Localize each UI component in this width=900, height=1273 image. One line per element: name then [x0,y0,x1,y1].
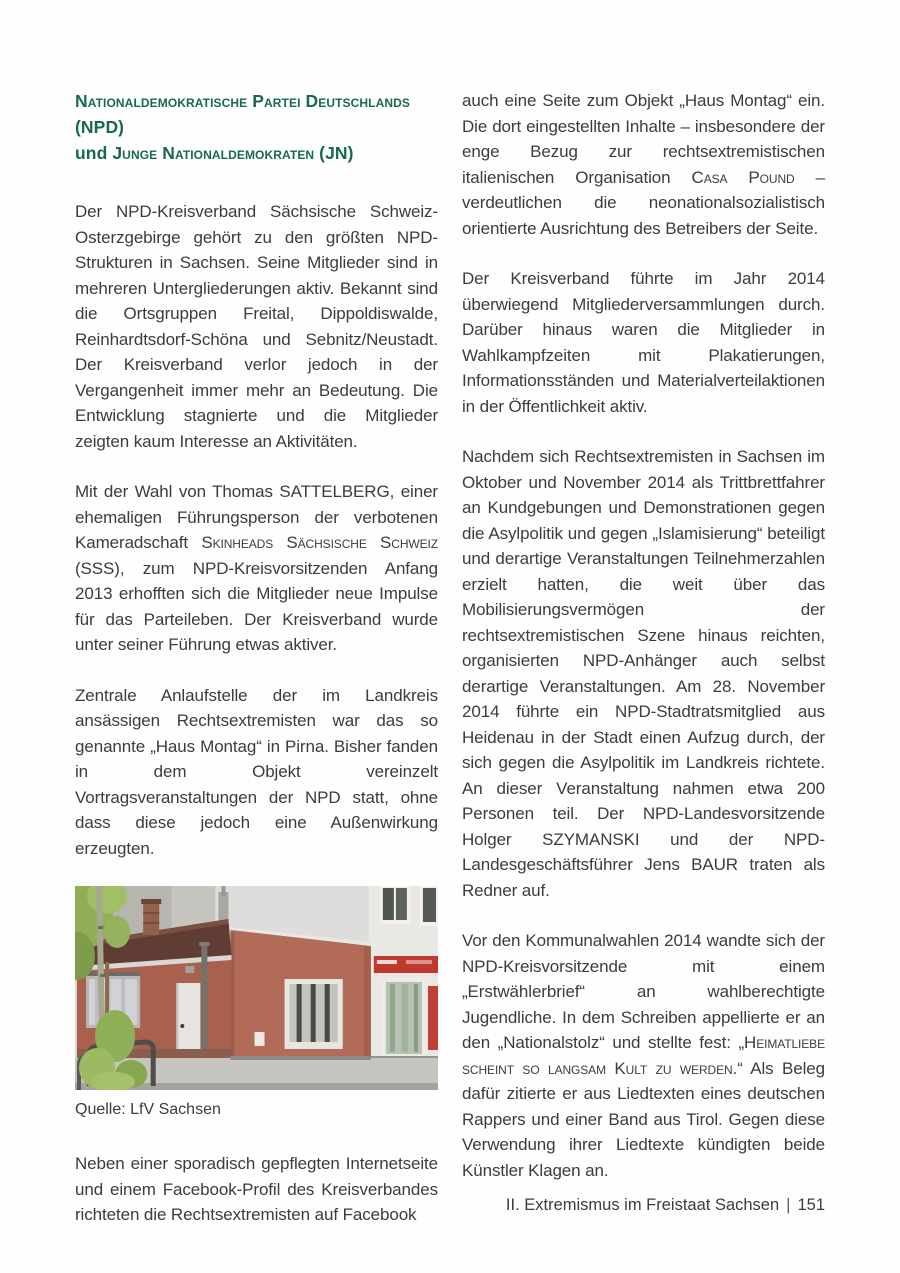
page-footer [506,1196,825,1215]
heading-line1-suffix: (NPD) [75,117,125,137]
smallcaps-organization-name: Skinheads Sächsische Schweiz [201,533,438,552]
paragraph-text: Der NPD-Kreisverband Sächsische Schweiz-Osterzgebirge gehört zu den größten NPD-Strukturen in Sachsen. Seine Mitglieder sind in mehreren Untergliederungen aktiv. Bekannt sind die Ortsgruppen Freital, Dippoldiswalde, Reinhardtsdorf-Schöna und Sebnitz/Neustadt. Der Kreisverband verlor jedoch in der Vergangenheit immer mehr an Bedeutung. Die Entwicklung stagnierte und die Mitglieder zeigten kaum Interesse an Aktivitäten. [75,202,438,451]
photo-figure [75,886,438,1121]
right-column [462,88,825,1208]
smallcaps-organization-name: Casa Pound [691,167,795,187]
paragraph-right-3 [462,444,825,903]
paragraph-text: Mit der Wahl von Thomas SATTELBERG, einer ehemaligen Führungsperson der verbotenen Kameradschaft [75,482,438,552]
heading-line2-suffix: (JN) [314,143,354,163]
page-number: 151 [797,1196,825,1214]
photo-caption: Quelle: LfV Sachsen [75,1101,221,1118]
section-heading [75,88,438,166]
paragraph-text: auch eine Seite zum Objekt „Haus Montag“ ein. Die dort eingestellten Inhalte – insbesondere der enge Bezug zur rechtsextremistischen italienischen Organisation [462,91,825,187]
heading-line2-prefix: und [75,143,113,163]
heading-line2-smallcaps: Junge Nationaldemokraten [112,143,315,163]
paragraph-left-1 [75,199,438,454]
paragraph-left-3 [75,683,438,862]
paragraph-text: Nachdem sich Rechtsextremisten in Sachsen im Oktober und November 2014 als Trittbrettfahrer an Kundgebungen und Demonstrationen gegen die Asylpolitik und gegen „Islamisierung“ beteiligt und derartige Veranstaltungen Teilnehmerzahlen erzielt hatten, die weit über das Mobilisierungsvermögen der rechtsextremistischen Szene hinaus reichten, organisierten NPD-Anhänger auch selbst derartige Veranstaltungen. Am 28. November 2014 führte ein NPD-Stadtratsmitglied aus Heidenau in der Stadt einen Aufzug durch, der sich gegen die Asylpolitik im Landkreis richtete. An dieser Veranstaltung nahmen etwa 200 Personen teil. Der NPD-Landesvorsitzende Holger SZYMANSKI und der NPD-Landesgeschäftsführer Jens BAUR traten als Redner auf. [462,447,825,900]
footer-chapter-title: II. Extremismus im Freistaat Sachsen [505,1196,780,1214]
paragraph-text: Der Kreisverband führte im Jahr 2014 überwiegend Mitgliederversammlungen durch. Darüber hinaus waren die Mitglieder in Wahlkampfzeiten mit Plakatierungen, Informationsständen und Materialverteilaktionen in der Öffentlichkeit aktiv. [462,269,825,416]
paragraph-text: Neben einer sporadisch gepflegten Internetseite und einem Facebook-Profil des Kreisverbandes richteten die Rechtsextremisten auf Facebook [75,1154,438,1224]
haus-montag-photo [75,886,438,1090]
paragraph-text: “ Als Beleg dafür zitierte er aus Liedtexten eines deutschen Rappers und einer Band aus Tirol. Gegen diese Verwendung ihrer Liedtexte kündigten beide Künstler Klagen an. [462,1058,825,1180]
paragraph-text: Zentrale Anlaufstelle der im Landkreis ansässigen Rechtsextremisten war das so genannte „Haus Montag“ in Pirna. Bisher fanden in dem Objekt vereinzelt Vortragsveranstaltungen der NPD statt, ohne dass diese jedoch eine Außenwirkung erzeugten. [75,685,438,858]
paragraph-right-1 [462,88,825,241]
footer-separator: | [786,1196,791,1214]
smallcaps-quote: Heimatliebe scheint so langsam Kult zu werden. [462,1033,825,1078]
left-column [75,88,438,1253]
heading-line1-smallcaps: Nationaldemokratische Partei Deutschlands [75,91,410,111]
paragraph-left-2 [75,479,438,658]
neighbor-shop-building [369,886,438,1064]
paragraph-left-4 [75,1151,438,1228]
paragraph-text: Vor den Kommunalwahlen 2014 wandte sich der NPD-Kreisvorsitzende mit einem „Erstwählerbrief“ an wahlberechtigte Jugendliche. In dem Schreiben appellierte er an den „Nationalstolz“ und stellte fest: „ [462,931,825,1052]
paragraph-text: (SSS), zum NPD-Kreisvorsitzenden Anfang 2013 erhofften sich die Mitglieder neue Impulse für das Parteileben. Der Kreisverband wurde unter seiner Führung etwas aktiver. [75,558,438,654]
paragraph-right-2 [462,266,825,419]
paragraph-text: – verdeutlichen die neonationalsozialistisch orientierte Ausrichtung des Betreibers der Seite. [462,167,825,238]
paragraph-right-4 [462,928,825,1183]
